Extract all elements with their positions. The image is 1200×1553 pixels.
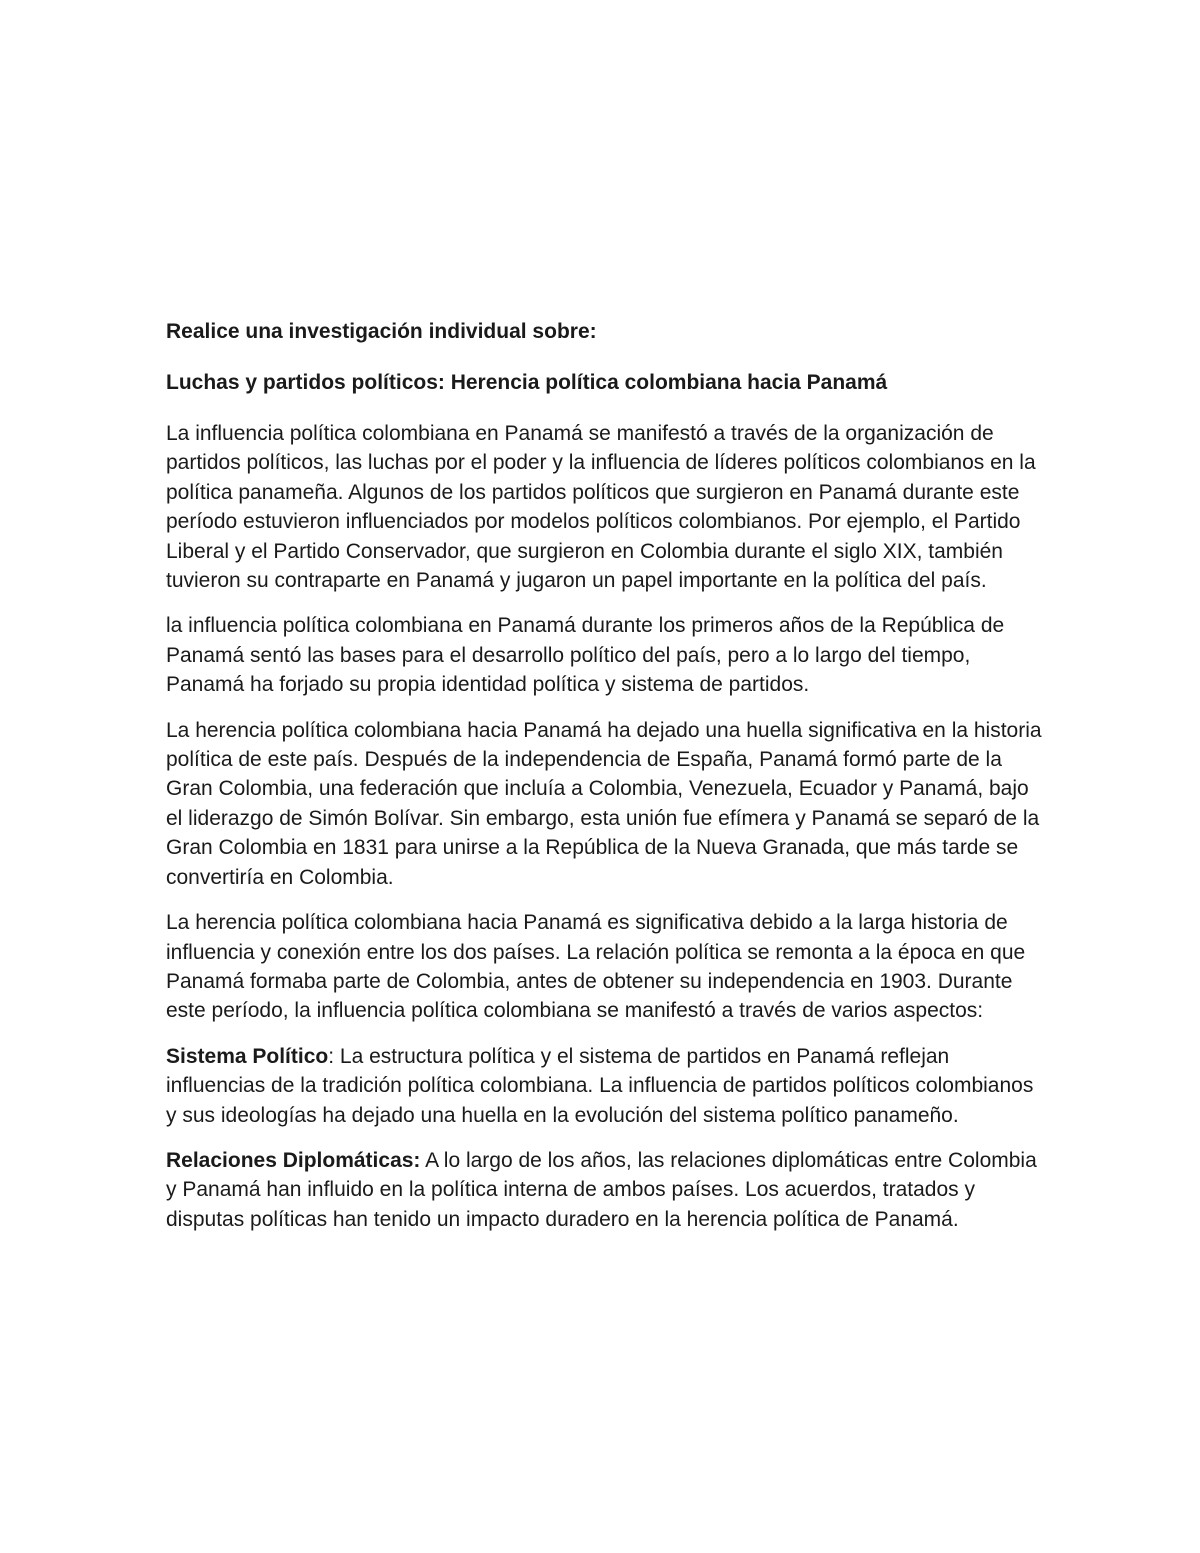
paragraph-relaciones-diplomaticas [166, 1146, 1046, 1234]
relaciones-diplomaticas-label: Relaciones Diplomáticas: [166, 1148, 421, 1172]
paragraph-identity: la influencia política colombiana en Panamá durante los primeros años de la República de Panamá sentó las bases para el desarrollo político del país, pero a lo largo del tiempo, Panamá ha forjado su propia identidad política y sistema de partidos. [166, 614, 1005, 697]
document-page [166, 317, 1046, 1250]
relaciones-diplomaticas-text: A lo largo de los años, las relaciones diplomáticas entre Colombia y Panamá han influido en la política interna de ambos países. Los acuerdos, tratados y disputas políticas han tenido un impacto duradero en la herencia política de Panamá. [166, 1148, 1037, 1231]
sistema-politico-label: Sistema Político [166, 1044, 329, 1068]
paragraph-gran-colombia: La herencia política colombiana hacia Panamá ha dejado una huella significativa en la historia política de este país. Después de la independencia de España, Panamá formó parte de la Gran Colombia, una federación que incluía a Colombia, Venezuela, Ecuador y Panamá, bajo el liderazgo de Simón Bolívar. Sin embargo, esta unión fue efímera y Panamá se separó de la Gran Colombia en 1831 para unirse a la República de la Nueva Granada, que más tarde se convertiría en Colombia. [166, 718, 1042, 889]
sistema-politico-text: : La estructura política y el sistema de partidos en Panamá reflejan influencias de la tradición política colombiana. La influencia de partidos políticos colombianos y sus ideologías ha dejado una huella en la evolución del sistema político panameño. [166, 1044, 1034, 1127]
paragraph-influence: La influencia política colombiana en Panamá se manifestó a través de la organización de partidos políticos, las luchas por el poder y la influencia de líderes políticos colombianos en la política panameña. Algunos de los partidos políticos que surgieron en Panamá durante este período estuvieron influenciados por modelos políticos colombianos. Por ejemplo, el Partido Liberal y el Partido Conservador, que surgieron en Colombia durante el siglo XIX, también tuvieron su contraparte en Panamá y jugaron un papel importante en la política del país. [166, 422, 1036, 593]
assignment-heading: Realice una investigación individual sobre: [166, 320, 597, 343]
paragraph-connection: La herencia política colombiana hacia Panamá es significativa debido a la larga historia de influencia y conexión entre los dos países. La relación política se remonta a la época en que Panamá formaba parte de Colombia, antes de obtener su independencia en 1903. Durante este período, la influencia política colombiana se manifestó a través de varios aspectos: [166, 911, 1026, 1023]
paragraph-sistema-politico [166, 1042, 1046, 1130]
topic-heading: Luchas y partidos políticos: Herencia política colombiana hacia Panamá [166, 371, 888, 394]
